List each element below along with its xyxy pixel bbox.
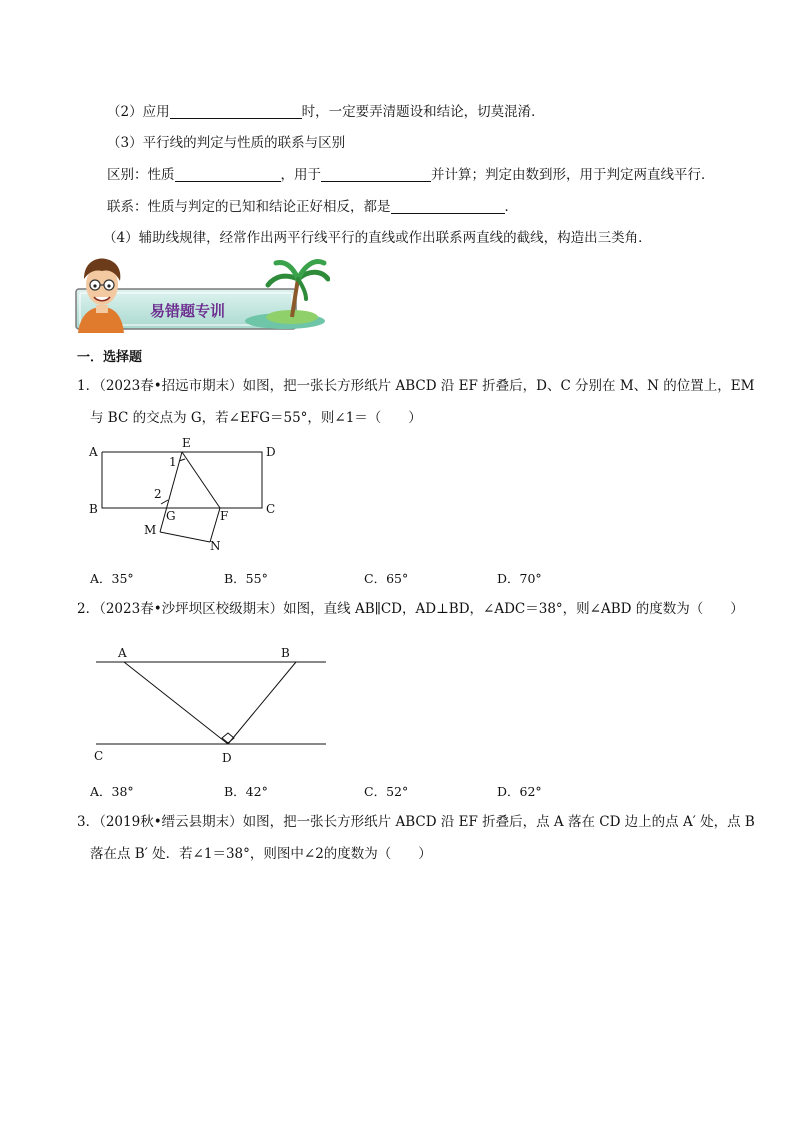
review-item-2 (107, 103, 545, 121)
q2-option-a[interactable]: A．38° (90, 784, 134, 799)
q1-label-F: F (220, 509, 229, 523)
q1-label-C: C (266, 502, 276, 516)
q1-label-D: D (266, 445, 276, 459)
q1-label-A: A (89, 445, 98, 459)
q1-label-1: 1 (169, 455, 177, 469)
q1-label-2: 2 (154, 487, 162, 501)
banner-title: 易错题专训 (150, 302, 226, 320)
q2-stem-line1: 2．（2023春•沙坪坝区校级期末）如图，直线 AB∥CD，AD⊥BD，∠ADC＝38°，则∠ABD 的度数为（ ） (77, 601, 744, 617)
diff-mid: ，用于 (280, 167, 321, 183)
item2-prefix: （2）应用 (107, 104, 170, 120)
q3-stem-line1: 3．（2019秋•缙云县期末）如图，把一张长方形纸片 ABCD 沿 EF 折叠后，点 A 落在 CD 边上的点 A′ 处，点 B (77, 814, 755, 830)
q2-label-D: D (222, 751, 232, 765)
q2-label-B: B (281, 646, 290, 660)
q2-option-c[interactable]: C．52° (364, 784, 409, 799)
review-difference (107, 166, 715, 184)
blank-3[interactable] (321, 167, 431, 182)
q1-label-M: M (144, 523, 157, 537)
review-item-4: （4）辅助线规律，经常作出两平行线平行的直线或作出联系两直线的截线，构造出三类角． (103, 230, 652, 246)
blank-1[interactable] (170, 104, 302, 119)
banner-graphic (70, 255, 330, 335)
q2-label-C: C (94, 749, 104, 763)
q2-option-b[interactable]: B．42° (224, 784, 268, 799)
q2-option-d[interactable]: D．62° (497, 784, 542, 799)
q1-option-b[interactable]: B．55° (224, 571, 268, 586)
link-suffix: ． (504, 199, 518, 215)
link-prefix: 联系：性质与判定的已知和结论正好相反，都是 (107, 199, 391, 215)
q2-figure (86, 636, 336, 772)
diff-suffix: 并计算；判定由数到形，用于判定两直线平行． (431, 167, 715, 183)
q1-option-a[interactable]: A．35° (90, 571, 134, 586)
review-connection (107, 198, 518, 216)
review-item-3-title: （3）平行线的判定与性质的联系与区别 (107, 135, 346, 151)
item2-suffix: 时，一定要弄清题设和结论，切莫混淆． (301, 104, 545, 120)
q1-option-c[interactable]: C．65° (364, 571, 409, 586)
q1-label-N: N (210, 539, 221, 553)
q1-label-E: E (182, 436, 191, 450)
q2-label-A: A (118, 646, 127, 660)
q1-label-G: G (166, 509, 176, 523)
section-title: 一．选择题 (77, 350, 143, 365)
q3-stem-line2: 落在点 B′ 处．若∠1＝38°，则图中∠2的度数为（ ） (90, 846, 432, 862)
blank-2[interactable] (175, 167, 281, 182)
q1-stem-line2: 与 BC 的交点为 G，若∠EFG＝55°，则∠1＝（ ） (90, 410, 422, 426)
diff-prefix: 区别：性质 (107, 167, 175, 183)
blank-4[interactable] (391, 199, 505, 214)
q1-label-B: B (89, 502, 98, 516)
q1-option-d[interactable]: D．70° (497, 571, 542, 586)
q1-stem-line1: 1．（2023春•招远市期末）如图，把一张长方形纸片 ABCD 沿 EF 折叠后，D、C 分别在 M、N 的位置上，EM (77, 378, 755, 394)
q1-figure (86, 436, 286, 556)
